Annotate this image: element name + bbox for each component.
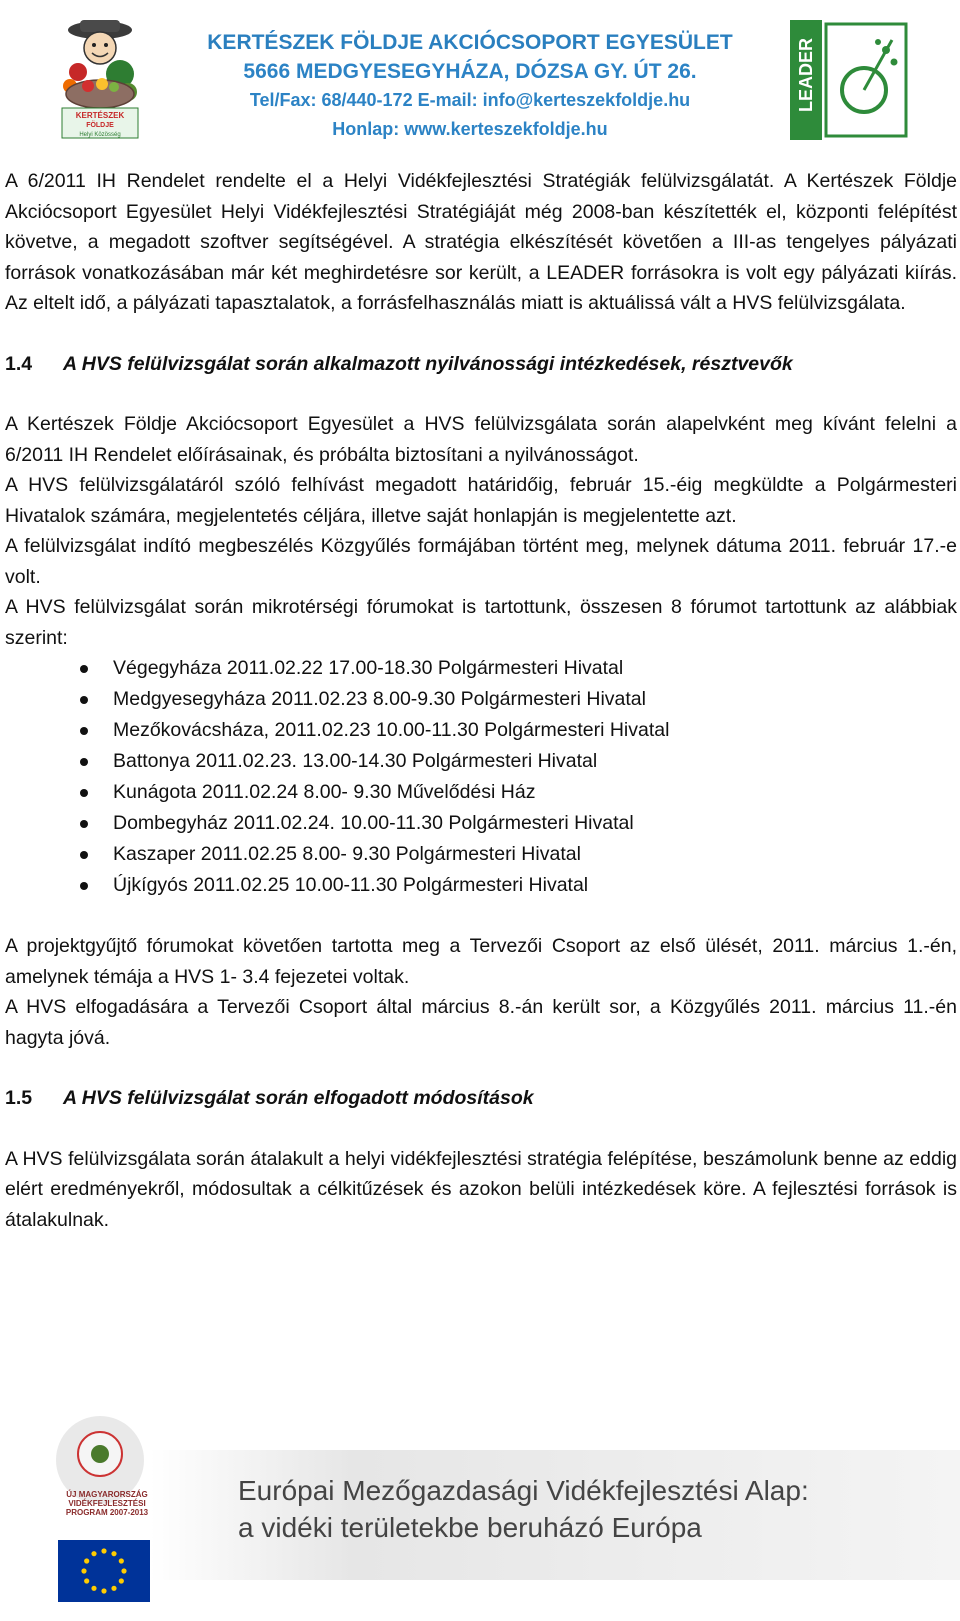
logo-left-line2: FÖLDJE	[86, 122, 114, 129]
eu-footer	[0, 1410, 960, 1621]
section-number: 1.5	[5, 1087, 33, 1109]
paragraph: A felülvizsgálat indító megbeszélés Közgyűlés formájában történt meg, melynek dátuma 2011. február 17.-e volt.	[5, 535, 957, 588]
eu-star	[84, 1558, 89, 1563]
list-item: Újkígyós 2011.02.25 10.00-11.30 Polgármesteri Hivatal	[5, 870, 957, 901]
eu-star	[119, 1578, 124, 1583]
kerteszek-foldje-logo	[40, 12, 160, 147]
eu-flag-icon	[58, 1540, 150, 1602]
bullet-icon	[80, 851, 88, 859]
eu-star	[84, 1578, 89, 1583]
eu-star	[91, 1551, 96, 1556]
eu-star	[101, 1588, 106, 1593]
paragraph: A HVS elfogadására a Tervezői Csoport által március 8.-án került sor, a Közgyűlés 2011. március 11.-én hagyta jóvá.	[5, 996, 957, 1049]
logo-left-line3: Helyi Közösség	[79, 132, 121, 138]
footer-title: Európai Mezőgazdasági Vidékfejlesztési Alap:	[238, 1475, 809, 1506]
bullet-icon	[80, 758, 88, 766]
letterhead-text	[190, 28, 750, 144]
letterhead	[0, 0, 960, 150]
section-heading-1-4	[5, 349, 957, 380]
paragraph: A HVS felülvizsgálatáról szóló felhívást megadott határidőig, február 15.-éig megküldte a Polgármesteri Hivatalok számára, megjelentetés céljára, illetve saját honlapján is megjelentette azt.	[5, 474, 957, 527]
bullet-icon	[80, 882, 88, 890]
forum-list	[5, 653, 957, 901]
paragraph: A HVS felülvizsgálat során mikrotérségi fórumokat is tartottunk, összesen 8 fórumot tartottunk az alábbiak szerint:	[5, 596, 957, 649]
eu-star	[91, 1586, 96, 1591]
eu-star	[119, 1558, 124, 1563]
list-item: Végegyháza 2011.02.22 17.00-18.30 Polgármesteri Hivatal	[5, 653, 957, 684]
intro-paragraph: A 6/2011 IH Rendelet rendelte el a Helyi Vidékfejlesztési Stratégiák felülvizsgálatát. A Kertészek Földje Akciócsoport Egyesület Helyi Vidékfejlesztési Stratégiáját még 2008-ban készítették el, központi felépítést követve, a megadott szoftver segítségével. A stratégia elkészítését követően a III-as tengelyes pályázati források vonatkozásában már két meghirdetésre sor került, a LEADER forrásokra is volt egy pályázati kiírás. Az eltelt idő, a pályázati tapasztalatok, a forrásfelhasználás miatt is aktuálissá vált a HVS felülvizsgálata.	[5, 170, 957, 314]
section-title: A HVS felülvizsgálat során elfogadott módosítások	[63, 1087, 534, 1109]
logo-left-line1: KERTÉSZEK	[75, 111, 125, 120]
bullet-icon	[80, 820, 88, 828]
org-website: Honlap: www.kerteszekfoldje.hu	[332, 119, 608, 139]
eu-star	[111, 1586, 116, 1591]
section-title: A HVS felülvizsgálat során alkalmazott nyilvánossági intézkedések, résztvevők	[63, 352, 793, 375]
document-body	[5, 166, 957, 1235]
section-heading-1-5	[5, 1083, 957, 1114]
list-item: Medgyesegyháza 2011.02.23 8.00-9.30 Polgármesteri Hivatal	[5, 684, 957, 715]
paragraph: A Kertészek Földje Akciócsoport Egyesület a HVS felülvizsgálata során alapelvként meg kívánt felelni a 6/2011 IH Rendelet előírásainak, és próbálta biztosítani a nyilvánosságot.	[5, 413, 957, 466]
eu-star	[121, 1568, 126, 1573]
bullet-icon	[80, 696, 88, 704]
list-item: Battonya 2011.02.23. 13.00-14.30 Polgármesteri Hivatal	[5, 746, 957, 777]
footer-subtitle: a vidéki területekbe beruházó Európa	[238, 1512, 702, 1543]
list-item: Mezőkovácsháza, 2011.02.23 10.00-11.30 Polgármesteri Hivatal	[5, 715, 957, 746]
org-name: KERTÉSZEK FÖLDJE AKCIÓCSOPORT EGYESÜLET	[207, 31, 733, 54]
eu-star	[111, 1551, 116, 1556]
bullet-icon	[80, 727, 88, 735]
org-contact: Tel/Fax: 68/440-172 E-mail: info@kerteszekfoldje.hu	[249, 90, 691, 110]
section-number: 1.4	[5, 352, 33, 375]
list-item: Kaszaper 2011.02.25 8.00- 9.30 Polgármesteri Hivatal	[5, 839, 957, 870]
bullet-icon	[80, 665, 88, 673]
leader-text: LEADER	[796, 37, 816, 112]
leader-logo	[790, 20, 910, 140]
eu-star	[101, 1548, 106, 1553]
org-address: 5666 MEDGYESEGYHÁZA, DÓZSA GY. ÚT 26.	[243, 60, 697, 83]
list-item: Dombegyház 2011.02.24. 10.00-11.30 Polgármesteri Hivatal	[5, 808, 957, 839]
bullet-icon	[80, 789, 88, 797]
program-logo-text: ÚJ MAGYARORSZÁG VIDÉKFEJLESZTÉSI PROGRAM 2007-2013	[65, 1490, 149, 1517]
list-item: Kunágota 2011.02.24 8.00- 9.30 Művelődési Ház	[5, 777, 957, 808]
eu-star	[81, 1568, 86, 1573]
paragraph: A projektgyűjtő fórumokat követően tartotta meg a Tervezői Csoport az első ülését, 2011. március 1.-én, amelynek témája a HVS 1- 3.4 fejezetei voltak.	[5, 935, 957, 988]
paragraph: A HVS felülvizsgálata során átalakult a helyi vidékfejlesztési stratégia felépítése, beszámolunk benne az eddig elért eredményekről, módosultak a célkitűzések és azokon belüli intézkedések köre. A fejlesztési források is átalakulnak.	[5, 1147, 957, 1231]
